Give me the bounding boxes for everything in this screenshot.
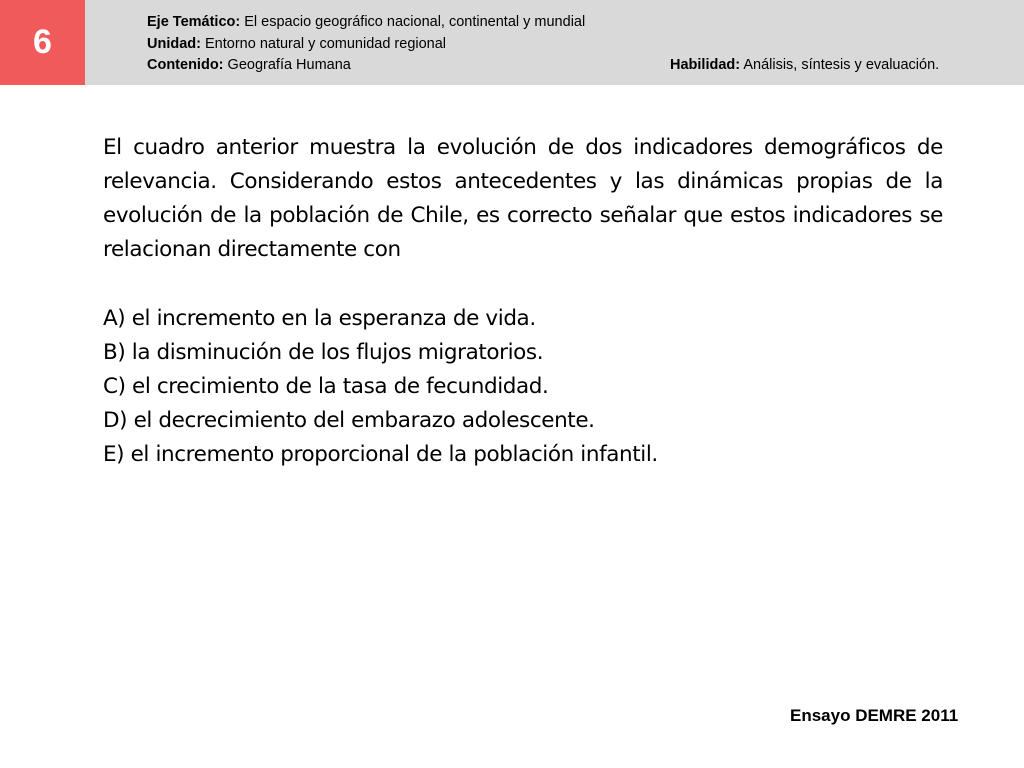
- slide-number-badge: [0, 0, 85, 85]
- meta-eje-value: El espacio geográfico nacional, continental y mundial: [244, 14, 586, 30]
- meta-habilidad-value: Análisis, síntesis y evaluación.: [743, 57, 940, 73]
- meta-habilidad: [670, 56, 939, 74]
- option-c: C) el crecimiento de la tasa de fecundidad.: [103, 374, 549, 399]
- option-a: A) el incremento en la esperanza de vida.: [103, 306, 536, 331]
- meta-unidad: [147, 35, 446, 53]
- meta-contenido: [147, 56, 351, 74]
- meta-contenido-value: Geografía Humana: [227, 57, 351, 73]
- option-b: B) la disminución de los flujos migratorios.: [103, 340, 544, 365]
- question-text: El cuadro anterior muestra la evolución de dos indicadores demográficos de relevancia. Considerando estos antecedentes y las dinámicas propias de la evolución de la población de Chile, es correcto señalar que estos indicadores se relacionan directamente con: [103, 135, 943, 262]
- meta-eje-tematico: [147, 13, 585, 31]
- slide-number: 6: [33, 23, 52, 61]
- meta-eje-label: Eje Temático:: [147, 14, 241, 30]
- source-footer: Ensayo DEMRE 2011: [790, 706, 959, 725]
- answer-options: [103, 302, 963, 472]
- meta-unidad-value: Entorno natural y comunidad regional: [205, 36, 447, 52]
- option-e: E) el incremento proporcional de la población infantil.: [103, 442, 658, 467]
- meta-habilidad-label: Habilidad:: [670, 57, 741, 73]
- meta-contenido-label: Contenido:: [147, 57, 224, 73]
- option-d: D) el decrecimiento del embarazo adolescente.: [103, 408, 595, 433]
- meta-unidad-label: Unidad:: [147, 36, 201, 52]
